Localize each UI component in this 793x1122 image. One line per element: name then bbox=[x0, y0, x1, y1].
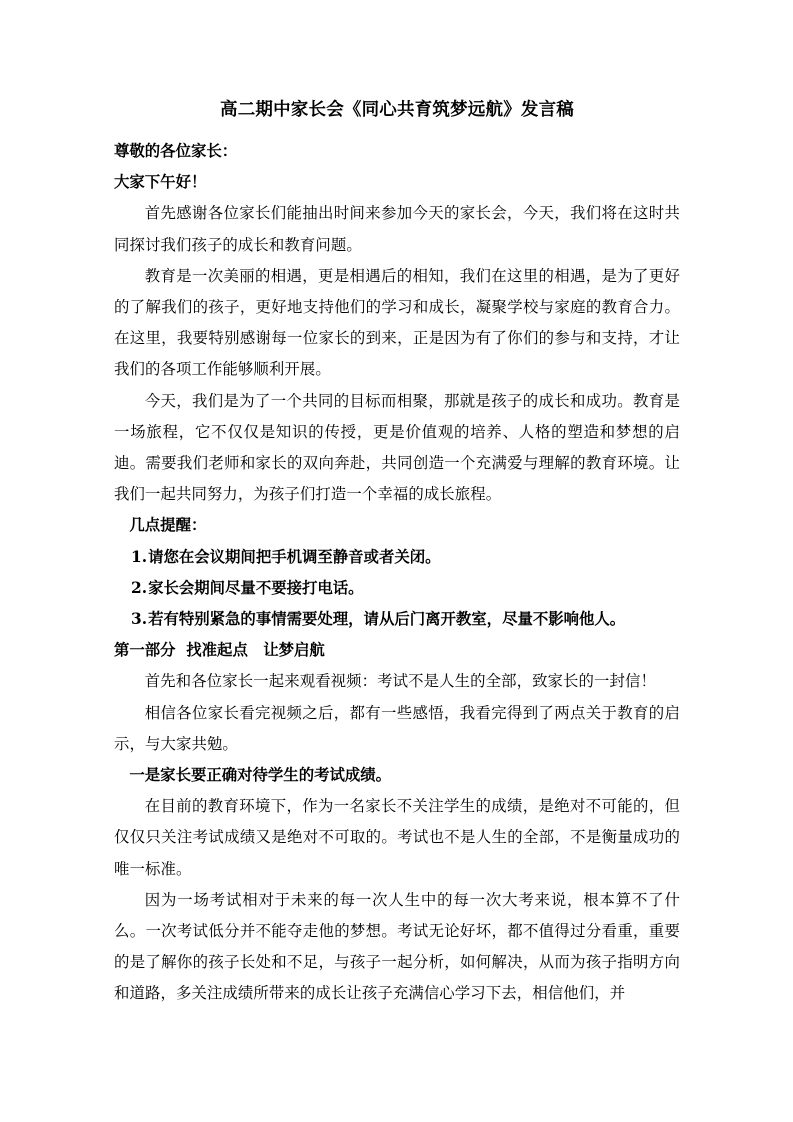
list-item bbox=[114, 542, 680, 573]
paragraph-4: 首先和各位家长一起来观看视频：考试不是人生的全部，致家长的一封信！ bbox=[144, 672, 656, 691]
reminders-heading: 几点提醒： bbox=[129, 516, 207, 535]
paragraph-2: 教育是一次美丽的相遇，更是相遇后的相知，我们在这里的相遇，是为了更好的了解我们的孩子，更好地支持他们的学习和成长，凝聚学校与家庭的教育合力。在这里，我要特别感谢每一位家长的到来，正是因为有了你们的参与和支持，才让我们的各项工作能够顺利开展。 bbox=[114, 266, 680, 379]
list-item-label: 家长会期间尽量不要接打电话。 bbox=[148, 578, 364, 597]
list-item bbox=[114, 604, 680, 635]
document-body bbox=[114, 95, 680, 1010]
list-item-label: 请您在会议期间把手机调至静音或者关闭。 bbox=[148, 547, 441, 566]
list-item-label: 若有特别紧急的事情需要处理，请从后门离开教室，尽量不影响他人。 bbox=[148, 610, 626, 629]
page-title: 高二期中家长会《同心共育筑梦远航》发言稿 bbox=[220, 100, 574, 120]
paragraph-5: 相信各位家长看完视频之后，都有一些感悟，我看完得到了两点关于教育的启示，与大家共勉。 bbox=[114, 703, 680, 753]
greeting: 大家下午好！ bbox=[114, 173, 207, 192]
paragraph-6: 在目前的教育环境下，作为一名家长不关注学生的成绩，是绝对不可能的，但仅仅只关注考试成绩又是绝对不可取的。考试也不是人生的全部，不是衡量成功的唯一标准。 bbox=[114, 797, 680, 878]
paragraph-3: 今天，我们是为了一个共同的目标而相聚，那就是孩子的成长和成功。教育是一场旅程，它不仅仅是知识的传授，更是价值观的培养、人格的塑造和梦想的启迪。需要我们老师和家长的双向奔赴，共同创造一个充满爱与理解的教育环境。让我们一起共同努力，为孩子们打造一个幸福的成长旅程。 bbox=[114, 391, 680, 504]
section-heading-part-one: 第一部分 找准起点 让梦启航 bbox=[114, 641, 325, 660]
paragraph-1: 首先感谢各位家长们能抽出时间来参加今天的家长会，今天，我们将在这时共同探讨我们孩子的成长和教育问题。 bbox=[114, 204, 680, 254]
list-item bbox=[114, 573, 680, 604]
list-item-number: 1. bbox=[131, 547, 148, 566]
list-item-number: 3. bbox=[131, 610, 148, 629]
list-item-number: 2. bbox=[131, 578, 148, 597]
subheading-exam-scores: 一是家长要正确对待学生的考试成绩。 bbox=[129, 766, 392, 785]
paragraph-7: 因为一场考试相对于未来的每一次人生中的每一次大考来说，根本算不了什么。一次考试低分并不能夺走他的梦想。考试无论好坏，都不值得过分看重，重要的是了解你的孩子长处和不足，与孩子一起分析，如何解决，从而为孩子指明方向和道路，多关注成绩所带来的成长让孩子充满信心学习下去，相信他们，并 bbox=[114, 890, 680, 1003]
salutation: 尊敬的各位家长： bbox=[114, 142, 238, 160]
